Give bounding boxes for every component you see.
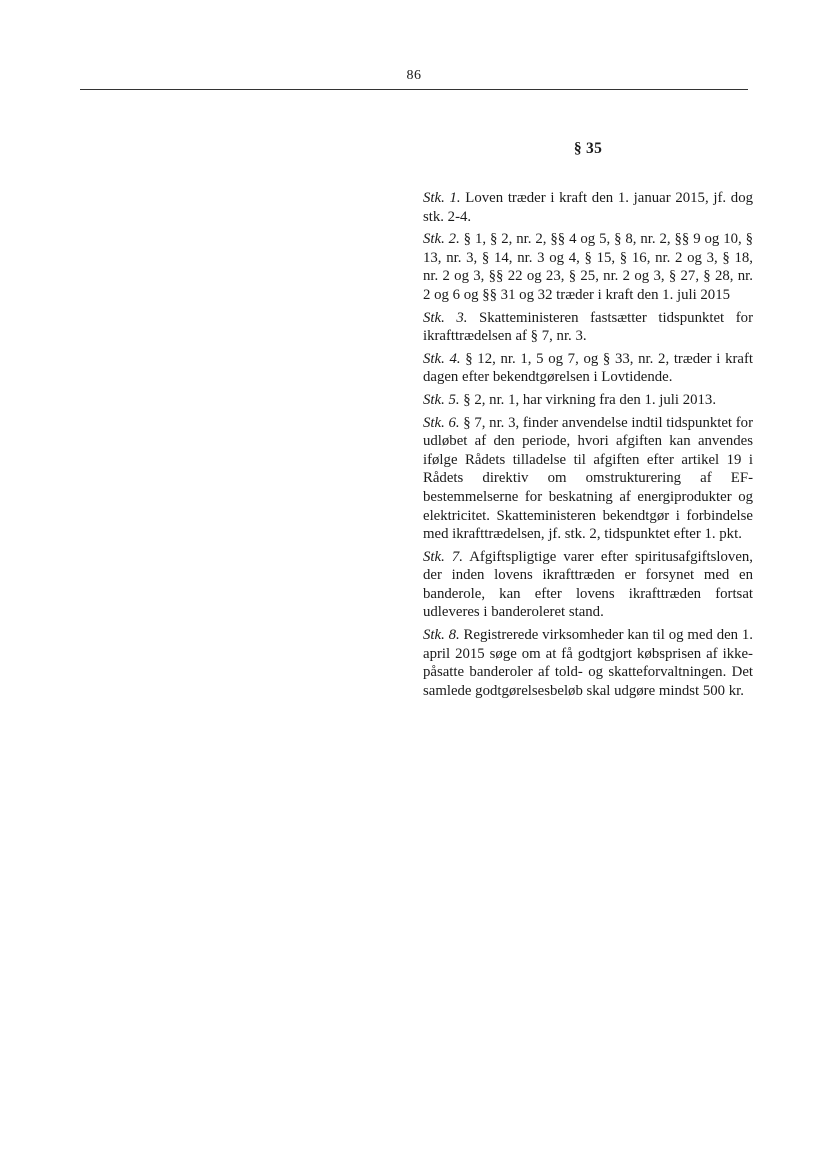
paragraph-text: § 1, § 2, nr. 2, §§ 4 og 5, § 8, nr. 2, §§ 9 og 10, § 13, nr. 3, § 14, nr. 3 og 4, § 15, § 16, nr. 2 og 3, § 18, nr. 2 og 3, §§ 22 og 23, § 25, nr. 2 og 3, § 27, § 28, nr. 2 og 6 og §§ 31 og 32 træder i kraft den 1. juli 2015	[423, 231, 753, 303]
paragraph-text: Registrerede virksomheder kan til og med den 1. april 2015 søge om at få godtgjort købsprisen af ikke-påsatte banderoler af told- og skatteforvaltningen. Det samlede godtgørelsesbeløb skal udgøre mindst 500 kr.	[423, 627, 753, 699]
stk-label: Stk. 2.	[423, 231, 460, 248]
paragraph-text: Skatteministeren fastsætter tidspunktet for ikrafttrædelsen af § 7, nr. 3.	[423, 309, 753, 345]
paragraph-text: Loven træder i kraft den 1. januar 2015, jf. dog stk. 2-4.	[423, 190, 754, 225]
paragraph-stk-3	[423, 309, 753, 346]
header-rule	[80, 89, 748, 90]
stk-label: Stk. 3.	[423, 309, 468, 326]
paragraph-text: § 12, nr. 1, 5 og 7, og § 33, nr. 2, træder i kraft dagen efter bekendtgørelsen i Lovtidende.	[423, 350, 754, 386]
paragraph-stk-1	[423, 189, 753, 226]
paragraph-text: Afgiftspligtige varer efter spiritusafgiftsloven, der inden lovens ikrafttræden er forsynet med en banderole, kan efter lovens ikrafttræden fortsat udleveres i banderoleret stand.	[423, 548, 753, 621]
stk-label: Stk. 1.	[423, 190, 461, 206]
text-column	[423, 140, 753, 704]
page-number: 86	[406, 68, 422, 83]
paragraph-text: § 7, nr. 3, finder anvendelse indtil tidspunktet for udløbet af den periode, hvori afgiften kan anvendes ifølge Rådets tilladelse til afgiften efter artikel 19 i Rådets direktiv om omstrukturering af EF-bestemmelserne for beskatning af energiprodukter og elektricitet. Skatteministeren bekendtgør i forbindelse med ikrafttrædelsen, jf. stk. 2, tidspunktet efter 1. pkt.	[423, 414, 753, 543]
stk-label: Stk. 8.	[423, 627, 460, 644]
paragraph-stk-7	[423, 548, 753, 622]
stk-label: Stk. 7.	[423, 548, 463, 565]
stk-label: Stk. 6.	[423, 414, 460, 431]
stk-label: Stk. 5.	[423, 391, 460, 408]
paragraph-stk-4	[423, 350, 753, 387]
paragraph-stk-5	[423, 391, 753, 410]
paragraph-text: § 2, nr. 1, har virkning fra den 1. juli 2013.	[459, 391, 717, 408]
paragraph-stk-6	[423, 414, 753, 544]
section-heading: § 35	[573, 140, 603, 157]
stk-label: Stk. 4.	[423, 350, 461, 367]
paragraph-stk-8	[423, 626, 753, 700]
paragraph-stk-2	[423, 230, 753, 304]
